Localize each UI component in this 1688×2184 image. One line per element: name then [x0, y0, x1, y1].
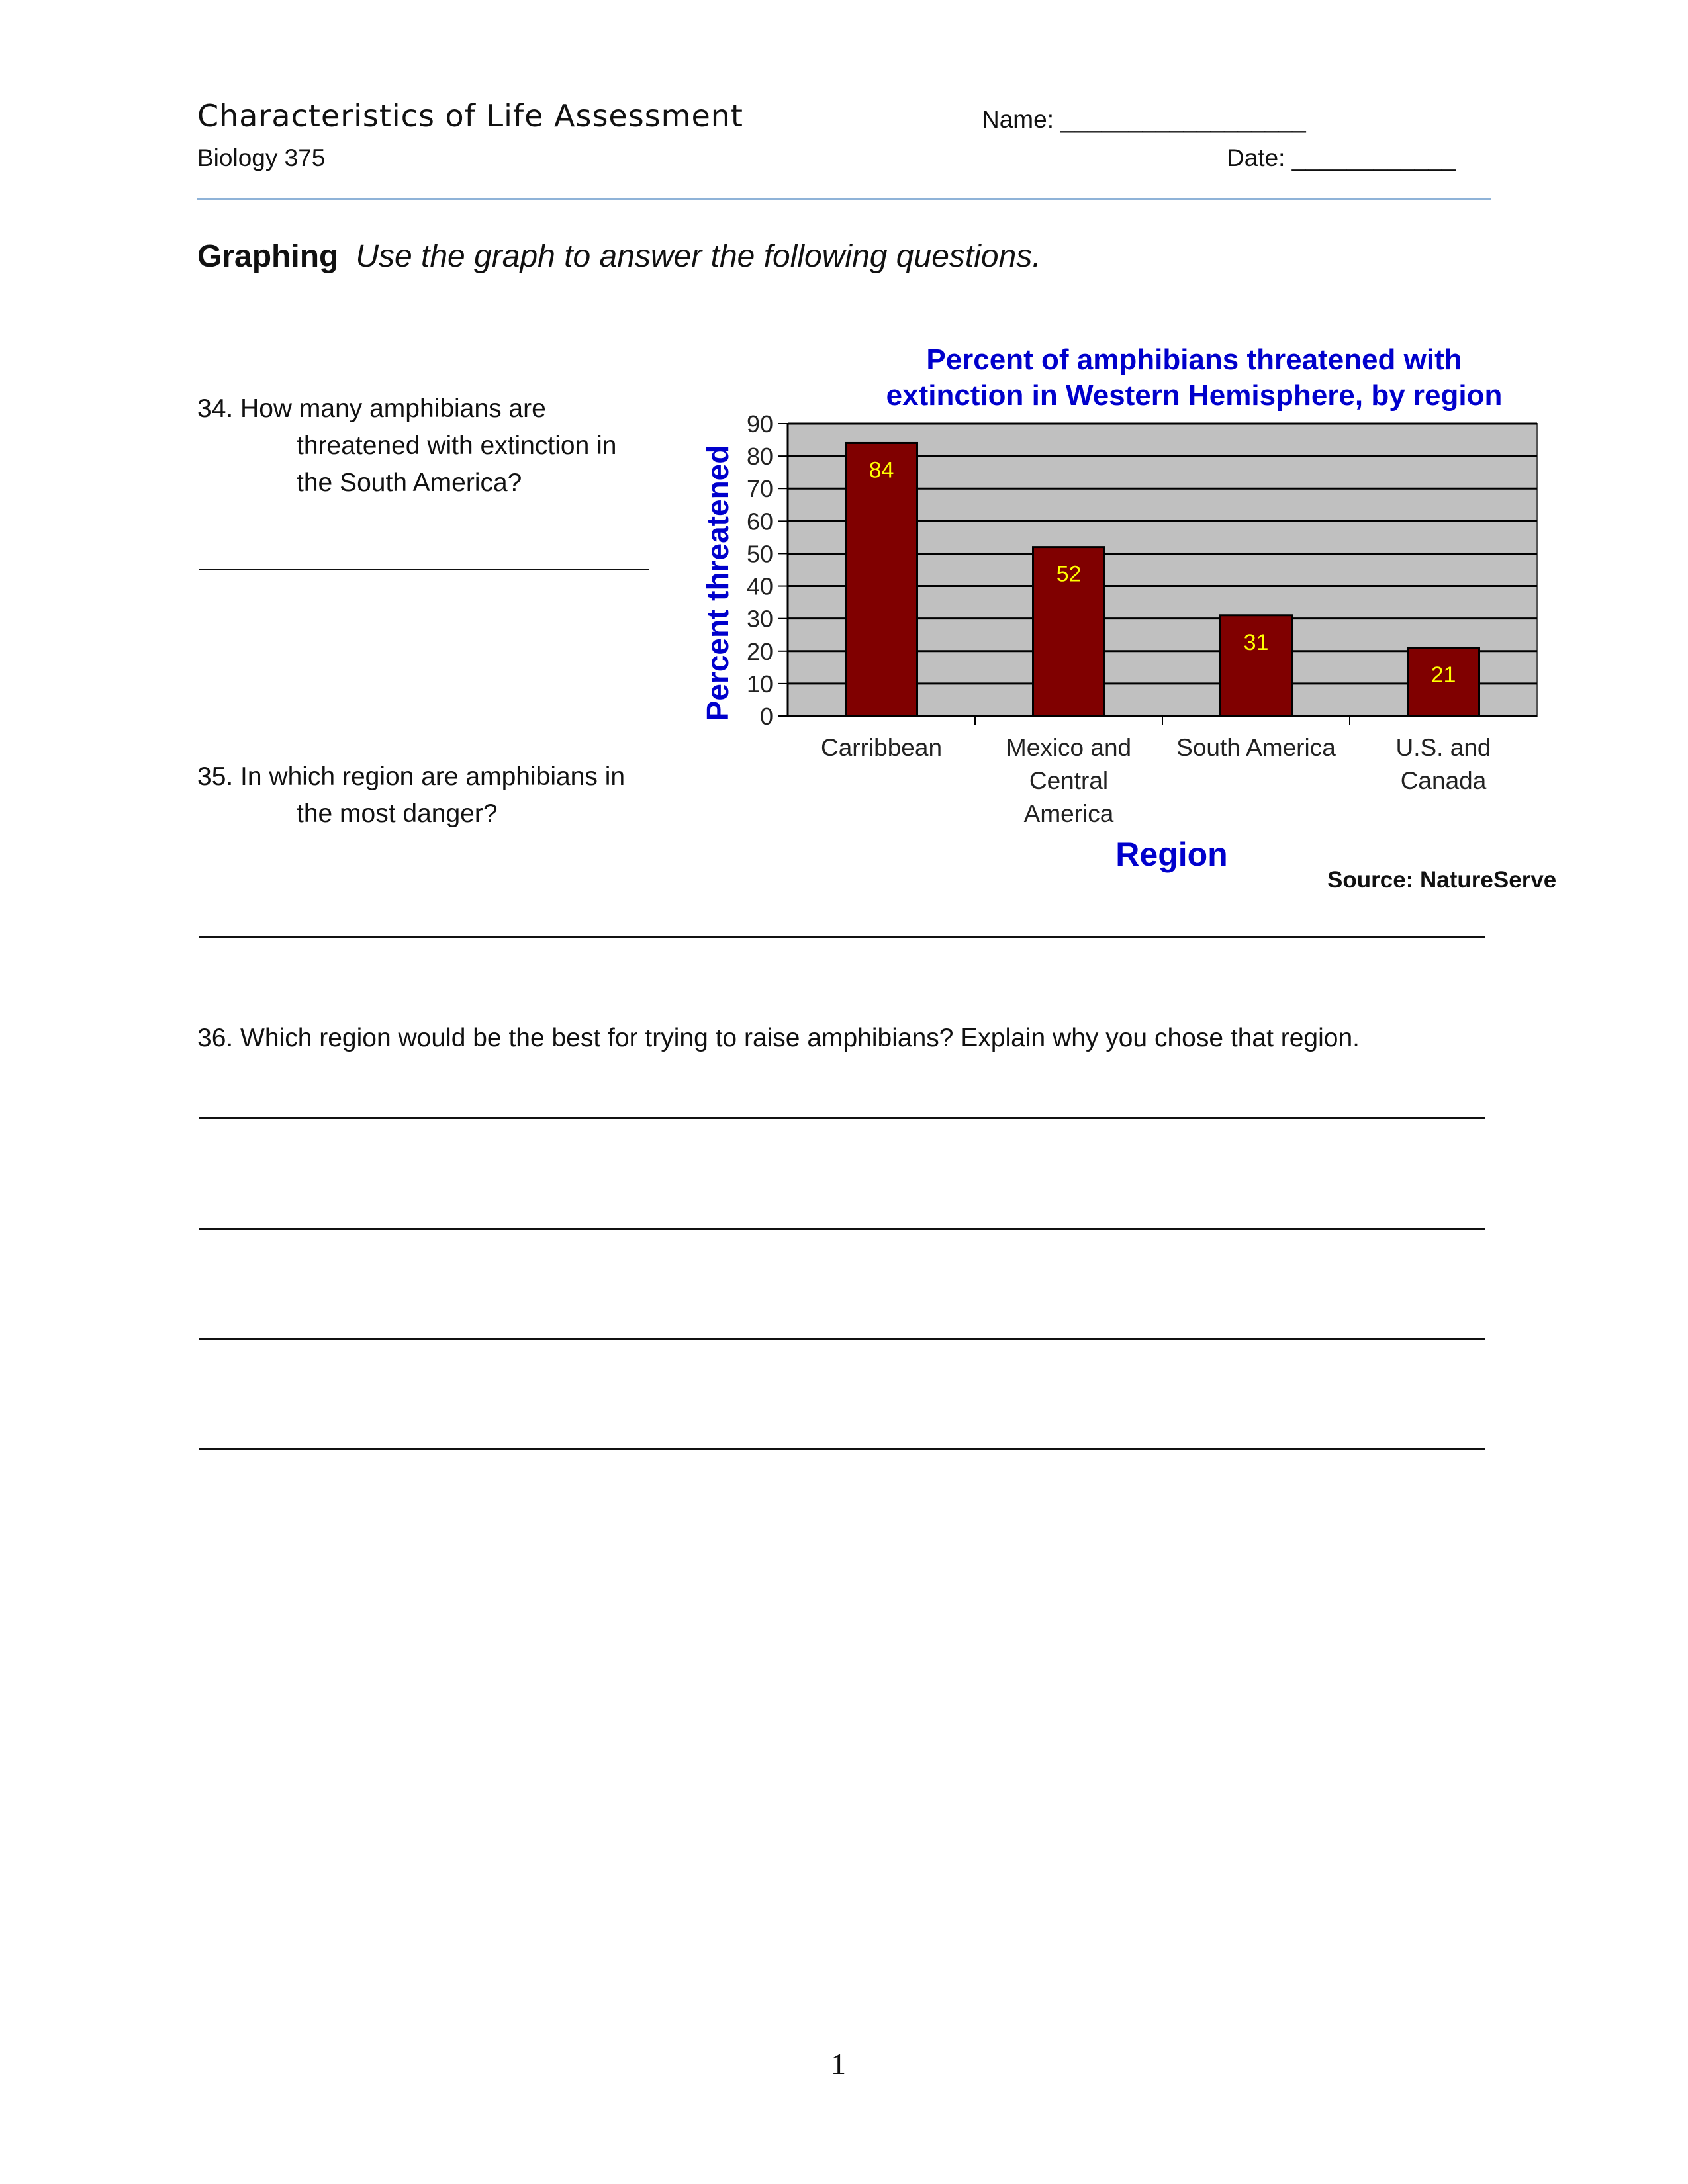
x-tick-label: Mexico and	[1006, 734, 1132, 761]
x-tick-label: America	[1023, 800, 1114, 827]
page-number: 1	[831, 2047, 846, 2081]
y-tick-label: 0	[759, 703, 773, 730]
x-tick-label: Carribbean	[820, 734, 943, 761]
answer-line-35[interactable]	[199, 936, 1485, 938]
bar-value-label: 21	[1430, 662, 1456, 688]
y-tick-label: 40	[746, 572, 773, 600]
y-axis	[747, 410, 788, 730]
bar-value-label: 52	[1056, 561, 1082, 587]
y-tick-label: 70	[746, 475, 773, 503]
question-35-line-2: the most danger?	[297, 799, 498, 828]
x-tick-label: Canada	[1400, 767, 1487, 794]
y-tick-label: 50	[746, 540, 773, 568]
question-35-line-1: 35. In which region are amphibians in	[197, 762, 626, 791]
section-title: Graphing	[197, 239, 339, 274]
x-axis-title: Region	[1115, 836, 1228, 873]
date-field: Date: ____________	[1227, 144, 1456, 171]
answer-line-36-2[interactable]	[199, 1228, 1485, 1230]
question-36-text: 36. Which region would be the best for trying to raise amphibians? Explain why you chose that region.	[197, 1024, 1360, 1052]
answer-line-36-4[interactable]	[199, 1448, 1485, 1450]
question-35	[197, 758, 674, 833]
bar-value-label: 31	[1243, 629, 1269, 655]
section-heading	[197, 238, 1041, 275]
section-instruction: Use the graph to answer the following questions.	[355, 239, 1041, 274]
x-axis	[821, 716, 1491, 827]
bar	[846, 443, 917, 716]
question-34-line-1: 34. How many amphibians are	[197, 394, 546, 423]
y-tick-label: 30	[746, 605, 773, 633]
x-tick-label: South America	[1176, 734, 1336, 761]
header-divider	[197, 198, 1491, 200]
question-34-line-3: the South America?	[297, 469, 522, 497]
chart-title-line-1: Percent of amphibians threatened with	[926, 343, 1462, 376]
y-tick-label: 20	[746, 637, 773, 665]
answer-line-34[interactable]	[199, 569, 649, 570]
answer-line-36-1[interactable]	[199, 1117, 1485, 1119]
document-title: Characteristics of Life Assessment	[197, 98, 743, 134]
bar-chart	[688, 331, 1569, 880]
question-34-line-2: threatened with extinction in	[297, 432, 617, 460]
bar-value-label: 84	[868, 457, 894, 483]
y-tick-label: 90	[746, 410, 773, 437]
y-axis-title: Percent threatened	[700, 445, 735, 721]
chart-source: Source: NatureServe	[1327, 867, 1557, 893]
name-field: Name: __________________	[982, 106, 1306, 133]
y-tick-label: 10	[746, 670, 773, 698]
y-tick-label: 80	[746, 443, 773, 471]
chart-title-line-2: extinction in Western Hemisphere, by region	[886, 379, 1503, 412]
x-tick-label: U.S. and	[1395, 734, 1491, 761]
x-tick-label: Central	[1029, 767, 1109, 794]
y-tick-label: 60	[746, 508, 773, 535]
question-36	[197, 1020, 1495, 1057]
answer-line-36-3[interactable]	[199, 1338, 1485, 1340]
course-name: Biology 375	[197, 144, 326, 171]
question-34	[197, 390, 674, 502]
